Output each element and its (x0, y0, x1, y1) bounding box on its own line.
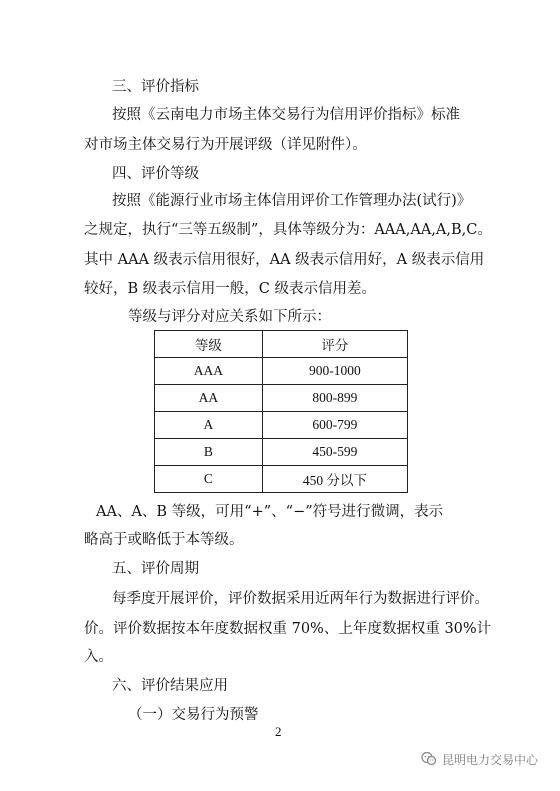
table-cell-score: 900-1000 (262, 358, 407, 385)
grade-note-line1: AA、A、B 等级，可用“+”、“−”符号进行微调，表示 (96, 504, 444, 520)
watermark-text: 昆明电力交易中心 (442, 752, 539, 767)
table-row (155, 439, 408, 466)
table-cell-score: 800-899 (262, 385, 407, 412)
section-five-para-line3: 入。 (84, 649, 113, 665)
table-header-row (155, 331, 408, 358)
section-four-para-line3: 其中 AAA 级表示信用很好，AA 级表示信用好，A 级表示信用 (84, 252, 485, 268)
section-six-subheading: （一）交易行为预警 (128, 707, 259, 723)
table-row (155, 466, 408, 493)
table-row (155, 412, 408, 439)
section-four-para-line4: 较好，B 级表示信用一般，C 级表示信用差。 (84, 281, 376, 297)
watermark (420, 750, 538, 768)
section-four-heading: 四、评价等级 (112, 166, 199, 182)
wechat-icon (420, 750, 438, 768)
table-header-cell: 评分 (262, 331, 407, 358)
table-cell-grade: AA (155, 385, 263, 412)
section-four-para-line1: 按照《能源行业市场主体信用评价工作管理办法(试行)》 (112, 193, 472, 209)
section-four-para-line2: 之规定，执行“三等五级制”，具体等级分为：AAA,AA,A,B,C。 (84, 222, 492, 238)
table-caption: 等级与评分对应关系如下所示： (128, 309, 331, 325)
table-cell-grade: B (155, 439, 263, 466)
grade-note-line2: 略高于或略低于本等级。 (84, 532, 244, 548)
table-row (155, 385, 408, 412)
table-cell-grade: C (155, 466, 263, 493)
table-cell-score: 600-799 (262, 412, 407, 439)
table-row (155, 358, 408, 385)
grade-score-table (154, 330, 408, 493)
table-cell-grade: A (155, 412, 263, 439)
section-three-para-line2: 对市场主体交易行为开展评级（详见附件）。 (84, 137, 367, 153)
table-header-cell: 等级 (155, 331, 263, 358)
table-cell-score: 450-599 (262, 439, 407, 466)
section-three-heading: 三、评价指标 (112, 79, 199, 95)
page-number: 2 (275, 724, 282, 739)
section-five-para-line2: 价。评价数据按本年度数据权重 70%、上年度数据权重 30%计 (84, 621, 492, 637)
section-five-para-line1: 每季度开展评价，评价数据采用近两年行为数据进行评价。 (112, 591, 489, 607)
section-five-heading: 五、评价周期 (112, 561, 199, 577)
section-six-heading: 六、评价结果应用 (112, 678, 228, 694)
table-cell-score: 450 分以下 (262, 466, 407, 493)
section-three-para-line1: 按照《云南电力市场主体交易行为信用评价指标》标准 (112, 107, 460, 123)
table-cell-grade: AAA (155, 358, 263, 385)
